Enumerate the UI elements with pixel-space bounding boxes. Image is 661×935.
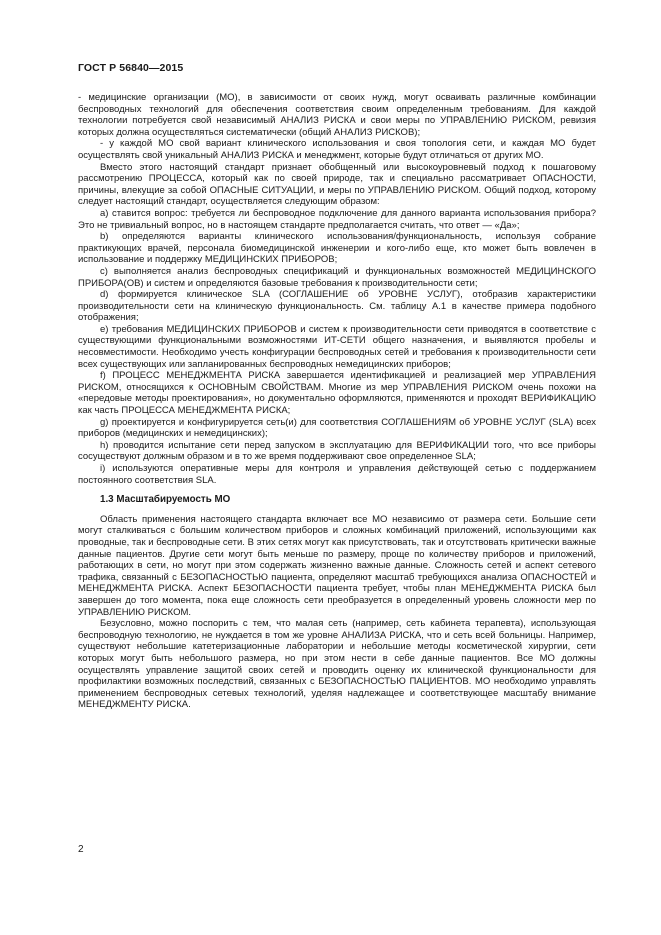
paragraph-step-a: a) ставится вопрос: требуется ли беспроводное подключение для данного варианта использования прибора? Это не тривиальный вопрос, но в настоящем стандарте предполагается считать, что ответ — «Да»; [78,207,596,231]
section-heading: 1.3 Масштабируемость МО [100,494,231,506]
page-number: 2 [78,844,84,855]
paragraph-step-e: e) требования МЕДИЦИНСКИХ ПРИБОРОВ и систем к производительности сети приводятся в соответствие с существующими функциональными возможностями ИТ-СЕТИ общего назначения, и выявляются пробелы и несовместимости. Необходимо учесть конфигурации беспроводных сетей и требования к производительности сети всех существующих или запланированных беспроводных немедицинских приборов; [78,323,596,370]
document-header: ГОСТ Р 56840—2015 [78,62,184,74]
paragraph-approach: Вместо этого настоящий стандарт признает обобщенный или высокоуровневый подход к пошаговому рассмотрению ПРОЦЕССА, который как по своей природе, так и специально рассматривает ОПАСНОСТИ, причины, влекущие за собой ОПАСНЫЕ СИТУАЦИИ, и меры по УПРАВЛЕНИЮ РИСКОМ. Общий подход, которому следует настоящий стандарт, осуществляется следующим образом: [78,161,596,208]
paragraph-scope: Область применения настоящего стандарта включает все МО независимо от размера сети. Большие сети могут сталкиваться с большим количеством приборов и сложных комбинаций приложений, использующими как проводные, так и беспроводные сети. В этих сетях могут как присутствовать, так и отсутствовать критически важные данные пациентов. Другие сети могут быть меньше по размеру, проще по количеству приборов и приложений, работающих в сети, но могут при этом содержать жизненно важные данные. Сложность сетей и аспект сетевого трафика, связанный с БЕЗОПАСНОСТЬЮ пациента, определяют масштаб требующихся анализа ОПАСНОСТЕЙ и МЕНЕДЖМЕНТА РИСКА. Аспект БЕЗОПАСНОСТИ пациента требует, чтобы план МЕНЕДЖМЕНТА РИСКА был завершен до того момента, пока еще сложность сети преобразуется в определенный уровень сложности мер по УПРАВЛЕНИЮ РИСКОМ. [78,513,596,618]
paragraph-small-networks: Безусловно, можно поспорить с тем, что малая сеть (например, сеть кабинета терапевта), использующая беспроводную технологию, не нуждается в том же уровне АНАЛИЗА РИСКА, что и сеть всей больницы. Например, существуют небольшие катетеризационные лаборатории и небольшие методы косметической хирургии, сети которых могут быть небольшого размера, но при этом нести в себе данные пациентов. Все МО должны осуществлять управление защитой своих сетей и проводить оценку их клинической функциональности для профилактики возможных последствий, связанных с БЕЗОПАСНОСТЬЮ ПАЦИЕНТОВ. МО необходимо управлять применением беспроводных сетевых технологий, уделяя надлежащее и соответствующее масштабу внимание МЕНЕДЖМЕНТУ РИСКА. [78,618,596,711]
paragraph-step-f: f) ПРОЦЕСС МЕНЕДЖМЕНТА РИСКА завершается идентификацией и реализацией мер УПРАВЛЕНИЯ РИСКОМ, относящихся к ОСНОВНЫМ СВОЙСТВАМ. Многие из мер УПРАВЛЕНИЯ РИСКОМ очень похожи на «передовые методы проектирования», но документально оформляются, применяются и проходят ВЕРИФИКАЦИЮ как часть ПРОЦЕССА МЕНЕДЖМЕНТА РИСКА; [78,370,596,417]
paragraph-step-g: g) проектируется и конфигурируется сеть(и) для соответствия СОГЛАШЕНИЯМ об УРОВНЕ УСЛУГ (SLA) всех приборов (медицинских и немедицинских); [78,416,596,440]
paragraph-step-h: h) проводится испытание сети перед запуском в эксплуатацию для ВЕРИФИКАЦИИ того, что все приборы сосуществуют должным образом и в то же время поддерживают свое определенное SLA; [78,439,596,463]
paragraph-step-d: d) формируется клиническое SLA (СОГЛАШЕНИЕ об УРОВНЕ УСЛУГ), отобразив характеристики производительности сети на клиническую функциональность. См. таблицу А.1 в качестве примера подобного отображения; [78,289,596,324]
paragraph-step-b: b) определяются варианты клинического использования/функциональность, используя собрание практикующих врачей, персонала биомедицинской инженерии и кого-либо еще, кто может быть вовлечен в использование и поддержку МЕДИЦИНСКИХ ПРИБОРОВ; [78,231,596,266]
paragraph-step-c: c) выполняется анализ беспроводных спецификаций и функциональных возможностей МЕДИЦИНСКОГО ПРИБОРА(ОВ) и систем и определяются базовые требования к производительности сети; [78,265,596,289]
paragraph-list-item-1: - медицинские организации (МО), в зависимости от своих нужд, могут осваивать различные комбинации беспроводных технологий для обеспечения соответствия своим определенным требованиям. Для каждой технологии потребуется свой независимый АНАЛИЗ РИСКА и свои меры по УПРАВЛЕНИЮ РИСКОМ, ревизия которых должна осуществляться систематически (общий АНАЛИЗ РИСКОВ); [78,92,596,138]
paragraph-step-i: i) используются оперативные меры для контроля и управления действующей сетью с поддержанием постоянного соответствия SLA. [78,463,596,486]
paragraph-list-item-2: - у каждой МО свой вариант клинического использования и своя топология сети, и каждая МО будет осуществлять свой уникальный АНАЛИЗ РИСКА и менеджмент, которые будут отличаться от других МО. [78,138,596,161]
document-body [78,92,596,711]
